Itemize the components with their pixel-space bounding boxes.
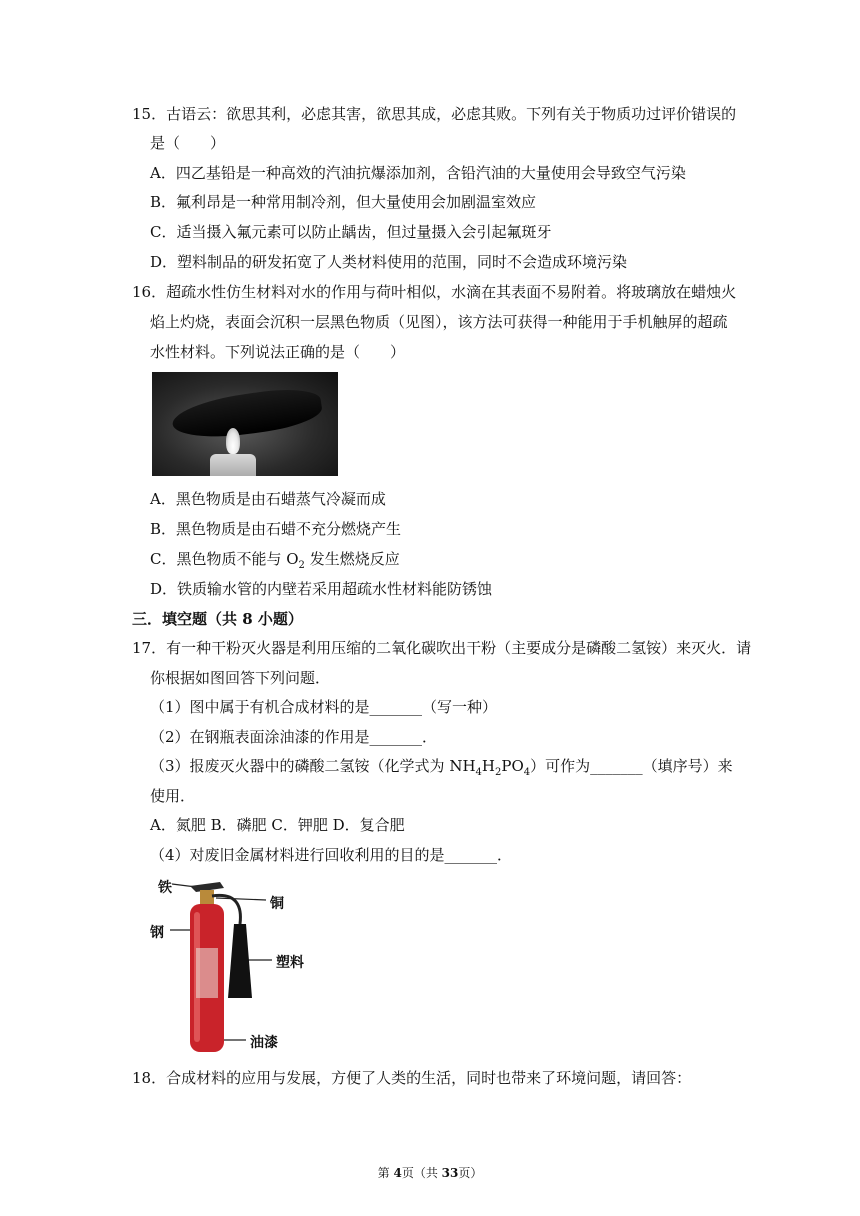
candle-flame [226, 428, 240, 454]
q15-option-a: A．四乙基铅是一种高效的汽油抗爆添加剂，含铅汽油的大量使用会导致空气污染 [150, 164, 686, 182]
label-iron: 铁 [158, 880, 172, 896]
q16-option-c [150, 549, 400, 576]
sooted-glass [170, 384, 324, 444]
q16-option-a: A．黑色物质是由石蜡蒸气冷凝而成 [150, 490, 386, 508]
q17-part3-d: ）可作为_______（填序号）来 [530, 757, 733, 775]
horn-nozzle [228, 924, 252, 998]
q16-option-c-pre: C．黑色物质不能与 O [150, 550, 299, 568]
q16-stem-line1: 16．超疏水性仿生材料对水的作用与荷叶相似，水滴在其表面不易附着。将玻璃放在蜡烛火 [132, 283, 737, 301]
q17-part3 [150, 756, 733, 783]
q15-option-b: B．氟利昂是一种常用制冷剂，但大量使用会加剧温室效应 [150, 193, 537, 211]
cylinder-label [196, 948, 218, 998]
q16-option-d: D．铁质输水管的内壁若采用超疏水性材料能防锈蚀 [150, 580, 493, 598]
footer-page-number: 4 [393, 1166, 402, 1180]
q15-option-d: D．塑料制品的研发拓宽了人类材料使用的范围，同时不会造成环境污染 [150, 253, 628, 271]
q15-option-c: C．适当摄入氟元素可以防止龋齿，但过量摄入会引起氟斑牙 [150, 223, 552, 241]
label-plastic: 塑料 [276, 955, 304, 971]
q16-stem-line2: 焰上灼烧，表面会沉积一层黑色物质（见图），该方法可获得一种能用于手机触屏的超疏 [150, 313, 728, 331]
label-steel: 钢 [150, 925, 164, 941]
footer-total-pages: 33 [441, 1166, 459, 1180]
q15-stem-line2: 是（ ） [150, 134, 226, 152]
q17-part3-b: H [481, 757, 495, 775]
q16-stem-line3: 水性材料。下列说法正确的是（ ） [150, 343, 406, 361]
label-paint: 油漆 [250, 1035, 278, 1051]
q15-stem-line1: 15．古语云：欲思其利，必虑其害，欲思其成，必虑其败。下列有关于物质功过评价错误的 [132, 105, 737, 123]
footer-post: 页） [458, 1166, 483, 1180]
q18-stem-line1: 18．合成材料的应用与发展，方便了人类的生活，同时也带来了环境问题，请回答： [132, 1069, 692, 1087]
section-heading: 三．填空题（共 8 小题） [132, 610, 303, 628]
sub-2: 2 [495, 767, 502, 778]
q17-part4: （4）对废旧金属材料进行回收利用的目的是_______． [150, 846, 513, 864]
q17-part3-line2: 使用． [150, 787, 196, 805]
q17-part2: （2）在钢瓶表面涂油漆的作用是_______． [150, 728, 438, 746]
candle-glass-photo [152, 372, 338, 476]
candle [210, 454, 256, 476]
valve-head [200, 890, 214, 906]
label-copper: 铜 [270, 896, 284, 912]
sub-4a: 4 [475, 767, 482, 778]
o2-subscript: 2 [298, 560, 305, 571]
sub-4b: 4 [523, 767, 531, 778]
q17-stem-line2: 你根据如图回答下列问题． [150, 669, 331, 687]
q17-choices: A．氮肥 B．磷肥 C．钾肥 D．复合肥 [150, 816, 405, 834]
q17-part1: （1）图中属于有机合成材料的是_______（写一种） [150, 698, 498, 716]
q17-stem-line1: 17．有一种干粉灭火器是利用压缩的二氧化碳吹出干粉（主要成分是磷酸二氢铵）来灭火．请 [132, 639, 752, 657]
footer-mid: 页（共 [401, 1166, 442, 1180]
q17-part3-a: （3）报废灭火器中的磷酸二氢铵（化学式为 NH [150, 757, 476, 775]
footer-pre: 第 [377, 1166, 394, 1180]
q17-part3-c: PO [501, 757, 524, 775]
q16-option-b: B．黑色物质是由石蜡不充分燃烧产生 [150, 520, 402, 538]
leader-copper [216, 898, 266, 900]
page-footer [0, 1164, 860, 1181]
q16-option-c-post: 发生燃烧反应 [304, 550, 400, 568]
